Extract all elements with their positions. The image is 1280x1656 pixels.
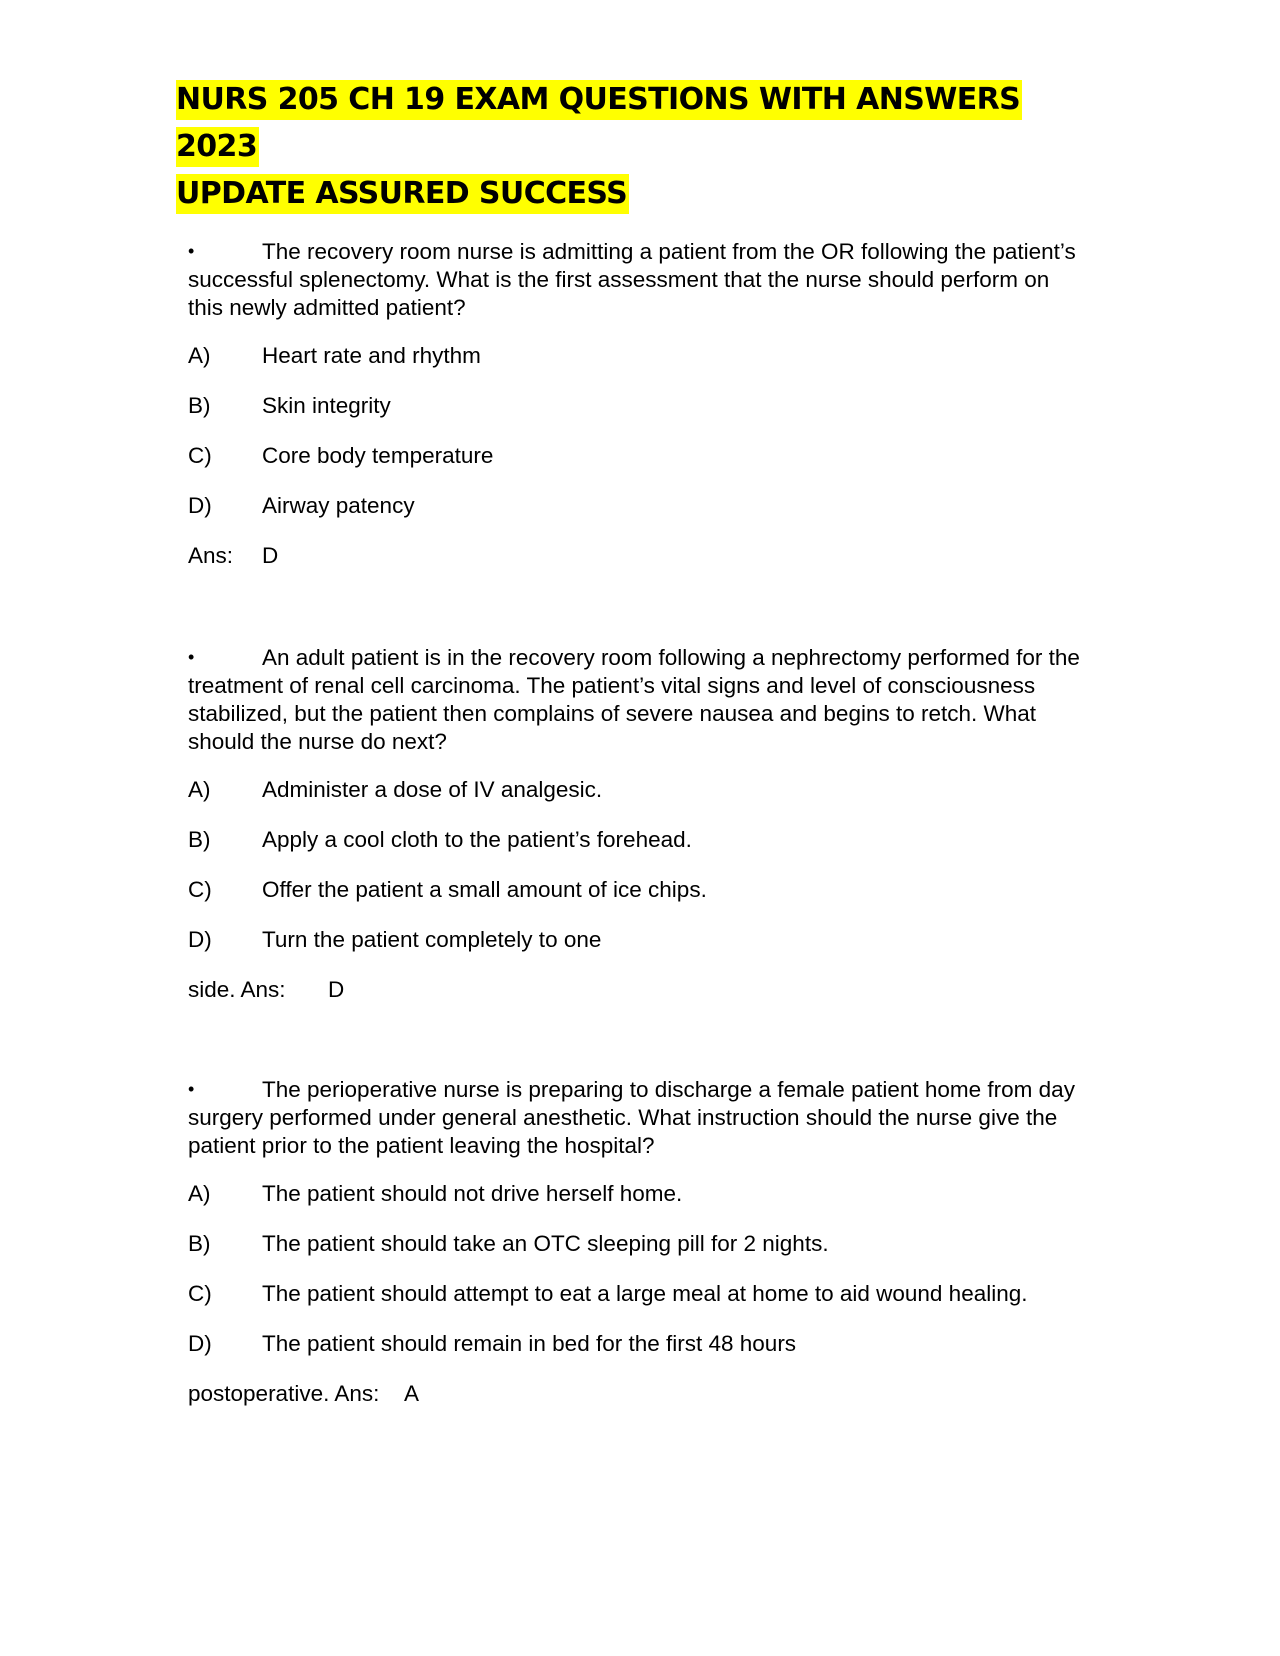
- answer-value: D: [262, 543, 279, 568]
- option-letter: A): [188, 343, 211, 368]
- option-letter: A): [188, 1181, 211, 1206]
- question-3: [188, 1075, 1088, 1408]
- option-letter: C): [188, 1281, 212, 1306]
- answer-line: [188, 542, 1088, 570]
- answer-label: Ans:: [188, 543, 234, 568]
- answer-line: [188, 976, 1088, 1004]
- option-letter: C): [188, 443, 212, 468]
- answer-value: A: [404, 1381, 420, 1406]
- option-d: [188, 1330, 1088, 1380]
- option-text: Airway patency: [262, 493, 415, 518]
- title-line-1: NURS 205 CH 19 EXAM QUESTIONS WITH ANSWERS 2023: [176, 80, 1022, 167]
- bullet-icon: •: [188, 241, 195, 261]
- option-letter: D): [188, 1331, 212, 1356]
- option-b: [188, 392, 1088, 442]
- question-stem: [188, 643, 1088, 756]
- option-c: [188, 876, 1088, 926]
- option-c: [188, 442, 1088, 492]
- option-text: Administer a dose of IV analgesic.: [262, 777, 603, 802]
- option-text: Apply a cool cloth to the patient’s forehead.: [262, 827, 692, 852]
- option-text: The patient should attempt to eat a large meal at home to aid wound healing.: [262, 1281, 1028, 1306]
- option-letter: D): [188, 493, 212, 518]
- option-letter: D): [188, 927, 212, 952]
- option-c: [188, 1280, 1088, 1330]
- option-text: The patient should take an OTC sleeping pill for 2 nights.: [262, 1231, 829, 1256]
- bullet-icon: •: [188, 647, 195, 667]
- question-1: [188, 237, 1088, 570]
- option-b: [188, 826, 1088, 876]
- question-stem: [188, 1075, 1088, 1160]
- option-a: [188, 1180, 1088, 1230]
- document-title: [176, 76, 1076, 217]
- answer-label: side. Ans:: [188, 977, 286, 1002]
- option-text: Offer the patient a small amount of ice chips.: [262, 877, 707, 902]
- option-d: [188, 492, 1088, 542]
- option-letter: B): [188, 1231, 211, 1256]
- option-text: Skin integrity: [262, 393, 391, 418]
- option-text: Heart rate and rhythm: [262, 343, 481, 368]
- answer-value: D: [328, 977, 345, 1002]
- question-text: The recovery room nurse is admitting a patient from the OR following the patient’s successful splenectomy. What is the first assessment that the nurse should perform on this newly admitted patient?: [188, 239, 1076, 320]
- title-line-2: UPDATE ASSURED SUCCESS: [176, 174, 629, 214]
- option-a: [188, 776, 1088, 826]
- option-letter: A): [188, 777, 211, 802]
- question-text: The perioperative nurse is preparing to discharge a female patient home from day surgery performed under general anesthetic. What instruction should the nurse give the patient prior to the patient leaving the hospital?: [188, 1077, 1075, 1158]
- option-d: [188, 926, 1088, 976]
- option-letter: B): [188, 393, 211, 418]
- option-text: The patient should remain in bed for the first 48 hours: [262, 1331, 797, 1356]
- option-a: [188, 342, 1088, 392]
- answer-line: [188, 1380, 1088, 1408]
- option-text: Core body temperature: [262, 443, 494, 468]
- option-text: The patient should not drive herself home.: [262, 1181, 683, 1206]
- option-letter: B): [188, 827, 211, 852]
- question-2: [188, 643, 1088, 1004]
- answer-label: postoperative. Ans:: [188, 1381, 380, 1406]
- option-b: [188, 1230, 1088, 1280]
- bullet-icon: •: [188, 1079, 195, 1099]
- option-letter: C): [188, 877, 212, 902]
- question-stem: [188, 237, 1088, 322]
- option-text: Turn the patient completely to one: [262, 927, 602, 952]
- question-text: An adult patient is in the recovery room following a nephrectomy performed for the treatment of renal cell carcinoma. The patient’s vital signs and level of consciousness stabilized, but the patient then complains of severe nausea and begins to retch. What should the nurse do next?: [188, 645, 1080, 754]
